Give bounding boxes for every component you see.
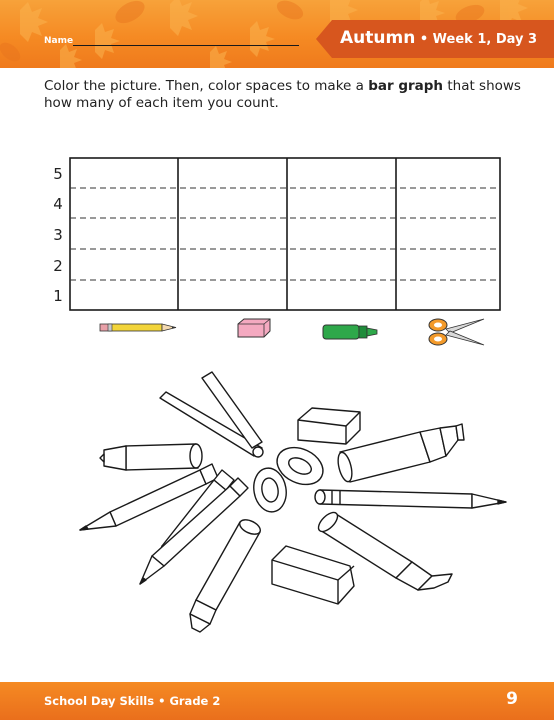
y-axis-label: 1 — [53, 287, 63, 305]
footer-label: School Day Skills • Grade 2 — [44, 694, 221, 708]
y-axis-label: 4 — [53, 195, 63, 213]
instructions-bold: bar graph — [368, 78, 444, 94]
footer-bar — [0, 682, 554, 720]
page-number: 9 — [506, 689, 518, 709]
week-day-label: • Week 1, Day 3 — [415, 32, 538, 47]
instructions-text-1: Color the picture. Then, color spaces to make a — [44, 78, 369, 94]
eraser-drawing[interactable] — [272, 546, 354, 604]
y-axis-label: 3 — [53, 226, 63, 244]
eraser-drawing[interactable] — [298, 408, 360, 444]
name-label: Name — [44, 36, 74, 46]
pencil-drawing[interactable] — [315, 490, 506, 508]
y-axis-label: 2 — [53, 257, 63, 275]
instructions-text-2: that shows how many of each item you count. — [44, 78, 521, 111]
y-axis-label: 5 — [53, 165, 63, 183]
season-title: Autumn — [340, 28, 416, 48]
marker-drawing[interactable] — [190, 517, 263, 632]
marker-drawing[interactable] — [100, 444, 202, 470]
